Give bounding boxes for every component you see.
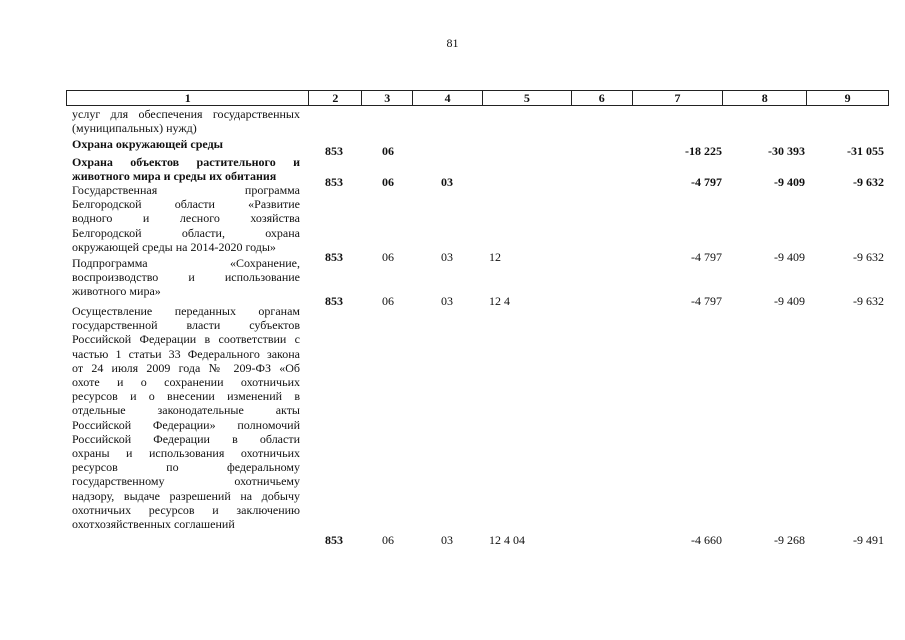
row-cell-c3: 06 [382, 250, 394, 264]
row-description-line: Российской Федерации» полномочий [72, 417, 300, 432]
row-description-line: водного и лесного хозяйства [72, 211, 300, 226]
row-cell-c4: 03 [441, 250, 453, 264]
header-col-5: 5 [482, 91, 571, 105]
row-cell-c8: -30 393 [768, 144, 805, 158]
row-description [72, 137, 300, 151]
row-description-line: ресурсов и о внесении изменений в [72, 389, 300, 404]
row-cell-c2: 853 [325, 250, 343, 264]
row-description-line: (муниципальных) нужд) [72, 121, 197, 136]
row-description-line: охраны и использования охотничьих [72, 446, 300, 461]
row-description-line: охоте и о сохранении охотничьих [72, 375, 300, 390]
row-cell-c8: -9 409 [774, 294, 805, 308]
row-description-line: ресурсов по федеральному [72, 460, 300, 475]
row-description-line: услуг для обеспечения государственных [72, 107, 300, 121]
row-cell-c9: -9 632 [853, 175, 884, 189]
row-cell-c8: -9 409 [774, 250, 805, 264]
row-description-line: Российской Федерации в области [72, 431, 300, 446]
row-cell-c2: 853 [325, 294, 343, 308]
row-description-line: государственной власти субъектов [72, 318, 300, 333]
row-cell-c2: 853 [325, 175, 343, 189]
row-description-line: отдельные законодательные акты [72, 403, 300, 418]
row-description-line: охотничьих ресурсов и заключению [72, 502, 300, 517]
row-cell-c9: -31 055 [847, 144, 884, 158]
row-cell-c9: -9 632 [853, 250, 884, 264]
row-cell-c5: 12 4 [489, 294, 510, 308]
row-description-line: Государственная программа [72, 183, 300, 197]
row-description-line: Охрана окружающей среды [72, 137, 224, 151]
row-description-line: частью 1 статьи 33 Федерального закона [72, 346, 300, 361]
row-description-line: животного мира» [72, 284, 161, 299]
header-col-8: 8 [722, 91, 806, 105]
row-cell-c3: 06 [382, 144, 394, 158]
row-cell-c4: 03 [441, 533, 453, 547]
header-col-7: 7 [632, 91, 723, 105]
row-cell-c3: 06 [382, 175, 394, 189]
row-cell-c7: -4 797 [691, 294, 722, 308]
row-cell-c3: 06 [382, 533, 394, 547]
row-cell-c3: 06 [382, 294, 394, 308]
row-description-line: Осуществление переданных органам [72, 304, 300, 318]
row-cell-c7: -18 225 [685, 144, 722, 158]
row-cell-c8: -9 409 [774, 175, 805, 189]
row-cell-c9: -9 632 [853, 294, 884, 308]
row-description-line: Подпрограмма «Сохранение, [72, 256, 300, 270]
row-cell-c5: 12 4 04 [489, 533, 525, 547]
row-description-line: охотхозяйственных соглашений [72, 517, 235, 532]
row-description-line: Белгородской области, охрана [72, 225, 300, 240]
row-cell-c4: 03 [441, 294, 453, 308]
row-description-line: Охрана объектов растительного и [72, 155, 300, 169]
row-description [72, 304, 300, 531]
row-description-line: воспроизводство и использование [72, 270, 300, 285]
row-cell-c9: -9 491 [853, 533, 884, 547]
page-number: 81 [446, 36, 459, 50]
header-col-6: 6 [571, 91, 632, 105]
row-cell-c2: 853 [325, 533, 343, 547]
row-cell-c7: -4 797 [691, 175, 722, 189]
header-col-1: 1 [184, 91, 191, 105]
row-description-line: надзору, выдаче разрешений на добычу [72, 488, 300, 503]
row-description-line: животного мира и среды их обитания [72, 169, 277, 184]
row-cell-c7: -4 797 [691, 250, 722, 264]
row-description [72, 256, 300, 299]
header-col-9: 9 [806, 91, 888, 105]
row-description [72, 155, 300, 183]
row-description-line: Российской Федерации в соответствии с [72, 332, 300, 347]
row-description-line: Белгородской области «Развитие [72, 197, 300, 212]
row-description-line: окружающей среды на 2014-2020 годы» [72, 239, 276, 254]
row-description-line: от 24 июля 2009 года № 209-ФЗ «Об [72, 360, 300, 375]
row-description [72, 183, 300, 254]
row-description-line: государственному охотничьему [72, 474, 300, 489]
row-cell-c8: -9 268 [774, 533, 805, 547]
row-description [72, 107, 300, 135]
row-cell-c7: -4 660 [691, 533, 722, 547]
row-cell-c4: 03 [441, 175, 453, 189]
row-cell-c2: 853 [325, 144, 343, 158]
header-col-2: 2 [308, 91, 361, 105]
header-col-3: 3 [361, 91, 412, 105]
table-header [66, 90, 889, 106]
row-cell-c5: 12 [489, 250, 501, 264]
header-col-4: 4 [412, 91, 482, 105]
